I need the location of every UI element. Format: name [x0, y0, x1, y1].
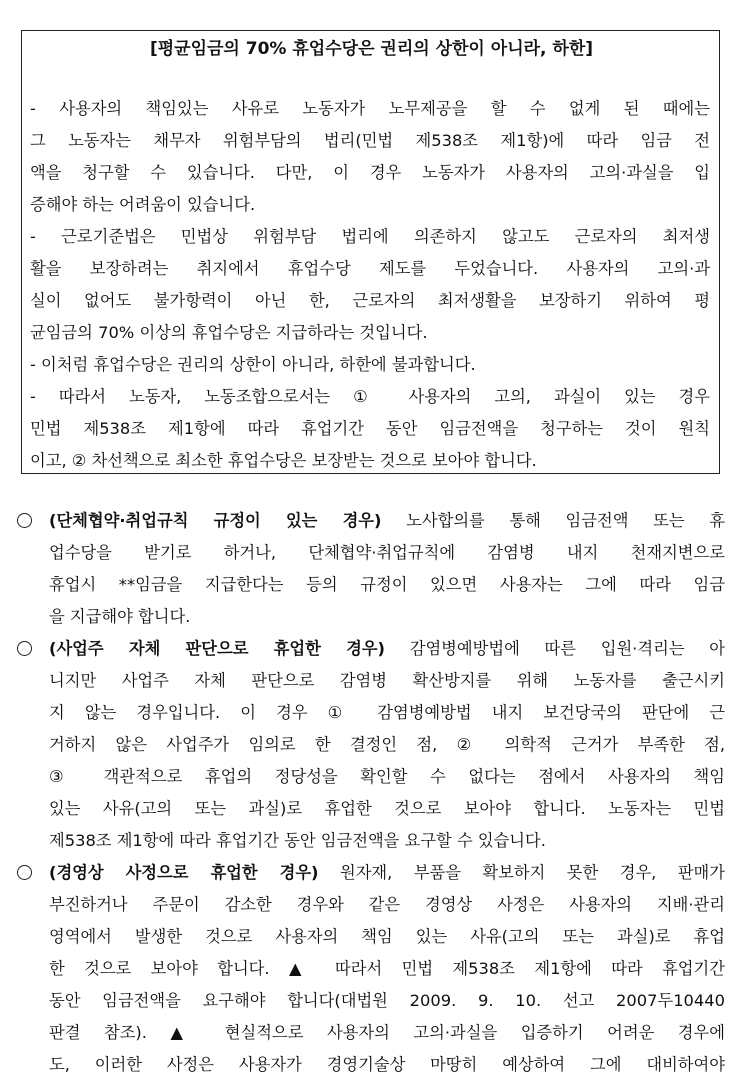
bullet-heading: (사업주 자체 판단으로 휴업한 경우) [49, 639, 385, 658]
bullet-first-line: 원자재, 부품을 확보하지 못한 경우, 판매가 [318, 863, 726, 882]
text-line [49, 505, 725, 537]
bullet-first-line: 노사합의를 통해 임금전액 또는 휴 [381, 511, 725, 530]
text-line: 동안 임금전액을 요구해야 합니다(대법원 2009. 9. 10. 선고 2007두10440 [49, 991, 725, 1010]
text-line: 균임금의 70% 이상의 휴업수당은 지급하라는 것입니다. [30, 323, 428, 342]
bullet-circle-icon [17, 865, 32, 880]
text-line: 이고, ② 차선책으로 최소한 휴업수당은 보장받는 것으로 보아야 합니다. [30, 451, 537, 470]
text-line: 액을 청구할 수 있습니다. 다만, 이 경우 노동자가 사용자의 고의·과실을 입 [30, 163, 710, 182]
text-line: 지 않는 경우입니다. 이 경우 ① 감염병예방법 내지 보건당국의 판단에 근 [49, 703, 725, 722]
text-line: 영역에서 발생한 것으로 사용자의 책임 있는 사유(고의 또는 과실)로 휴업 [49, 927, 725, 946]
text-line [49, 857, 725, 889]
notice-paragraph [30, 221, 710, 349]
text-line: 활을 보장하려는 취지에서 휴업수당 제도를 두었습니다. 사용자의 고의·과 [30, 259, 710, 278]
bullet-heading: (단체협약·취업규칙 규정이 있는 경우) [49, 511, 382, 530]
text-line: ③ 객관적으로 휴업의 정당성을 확인할 수 없다는 점에서 사용자의 책임 [49, 767, 725, 786]
bullet-employer-judgment [49, 633, 725, 857]
text-line: 제538조 제1항에 따라 휴업기간 동안 임금전액을 요구할 수 있습니다. [49, 831, 546, 850]
notice-paragraph [30, 349, 710, 381]
notice-title: [평균임금의 70% 휴업수당은 권리의 상한이 아니라, 하한] [149, 39, 594, 59]
text-line: 한 것으로 보아야 합니다. ▲ 따라서 민법 제538조 제1항에 따라 휴업기간 [49, 959, 725, 978]
bullet-business-reasons [49, 857, 725, 1081]
text-line: - 사용자의 책임있는 사유로 노동자가 노무제공을 할 수 없게 된 때에는 [30, 99, 710, 118]
text-line: 있는 사유(고의 또는 과실)로 휴업한 것으로 보아야 합니다. 노동자는 민법 [49, 799, 725, 818]
bullet-circle-icon [17, 513, 32, 528]
text-line: - 이처럼 휴업수당은 권리의 상한이 아니라, 하한에 불과합니다. [30, 355, 476, 374]
text-line [49, 633, 725, 665]
text-line: 거하지 않은 사업주가 임의로 한 결정인 점, ② 의학적 근거가 부족한 점, [49, 735, 725, 754]
notice-box [21, 30, 720, 474]
text-line: 증해야 하는 어려움이 있습니다. [30, 195, 256, 214]
notice-paragraph [30, 93, 710, 221]
text-line: 업수당을 받기로 하거나, 단체협약·취업규칙에 감염병 내지 천재지변으로 [49, 543, 725, 562]
bullet-heading: (경영상 사정으로 휴업한 경우) [49, 863, 319, 882]
text-line: 휴업시 **임금을 지급한다는 등의 규정이 있으면 사용자는 그에 따라 임금 [49, 575, 725, 594]
bullet-first-line: 감염병예방법에 따른 입원·격리는 아 [384, 639, 726, 658]
text-line: 부진하거나 주문이 감소한 경우와 같은 경영상 사정은 사용자의 지배·관리 [49, 895, 725, 914]
text-line: 민법 제538조 제1항에 따라 휴업기간 동안 임금전액을 청구하는 것이 원칙 [30, 419, 710, 438]
text-line: 도, 이러한 사정은 사용자가 경영기술상 마땅히 예상하여 그에 대비하여야 [49, 1055, 725, 1074]
text-line: 니지만 사업주 자체 판단으로 감염병 확산방지를 위해 노동자를 출근시키 [49, 671, 725, 690]
text-line: 그 노동자는 채무자 위험부담의 법리(민법 제538조 제1항)에 따라 임금 전 [30, 131, 710, 150]
text-line: 실이 없어도 불가항력이 아닌 한, 근로자의 최저생활을 보장하기 위하여 평 [30, 291, 710, 310]
text-line: - 따라서 노동자, 노동조합으로서는 ① 사용자의 고의, 과실이 있는 경우 [30, 387, 710, 406]
bullet-collective-agreement [49, 505, 725, 633]
text-line: - 근로기준법은 민법상 위험부담 법리에 의존하지 않고도 근로자의 최저생 [30, 227, 710, 246]
bullet-circle-icon [17, 641, 32, 656]
text-line: 을 지급해야 합니다. [49, 607, 191, 626]
notice-paragraph [30, 381, 710, 477]
text-line: 판결 참조). ▲ 현실적으로 사용자의 고의·과실을 입증하기 어려운 경우에 [49, 1023, 725, 1042]
